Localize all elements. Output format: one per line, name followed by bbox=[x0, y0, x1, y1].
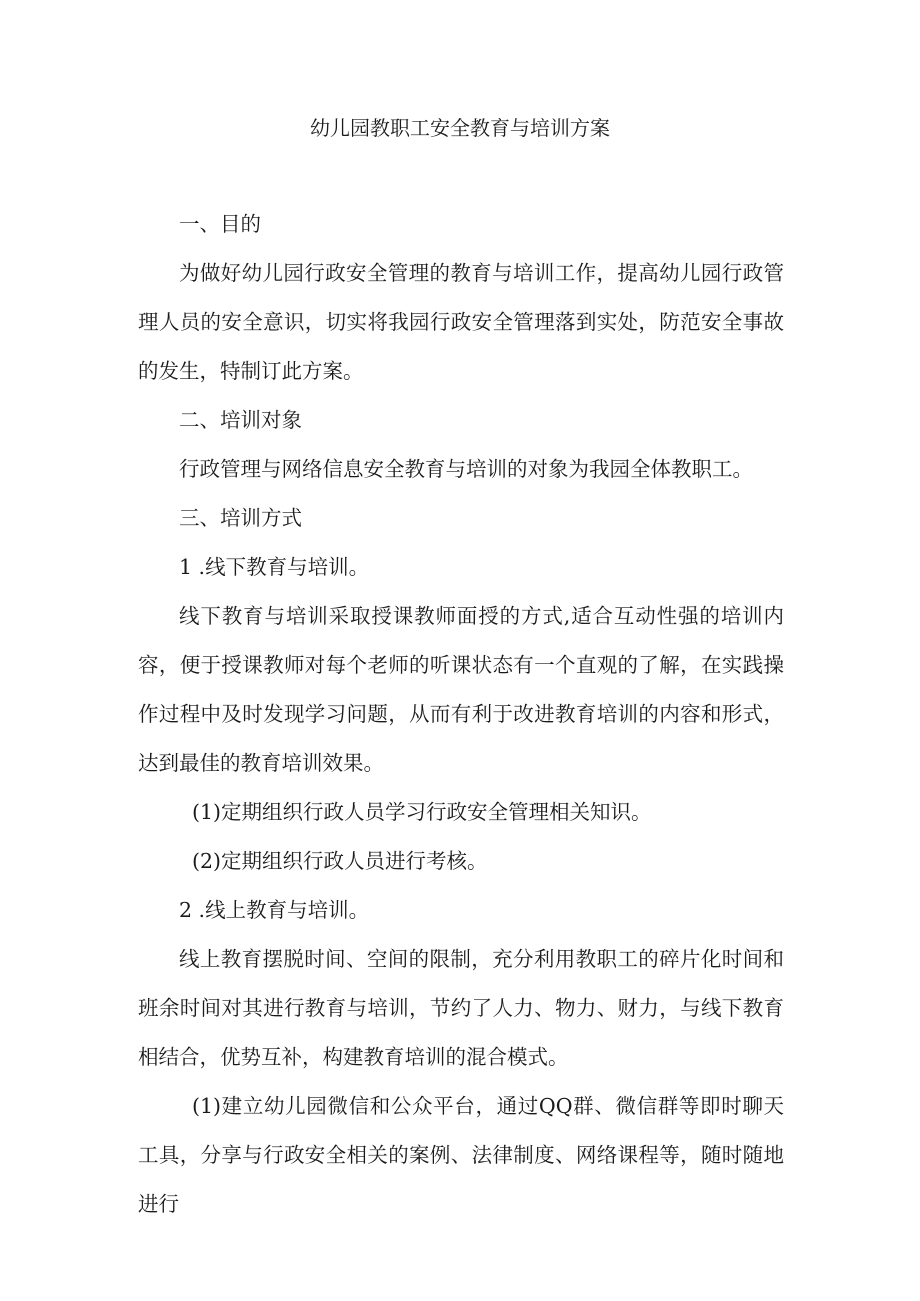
paragraph-audience: 行政管理与网络信息安全教育与培训的对象为我园全体教职工。 bbox=[179, 457, 753, 481]
document-body bbox=[138, 200, 784, 1229]
paragraph-online: 线上教育摆脱时间、空间的限制，充分利用教职工的碎片化时间和班余时间对其进行教育与培训，节约了人力、物力、财力，与线下教育相结合，优势互补，构建教育培训的混合模式。 bbox=[138, 947, 784, 1069]
subheading-offline: 1 .线下教育与培训。 bbox=[179, 555, 370, 579]
list-item-online-1: (1)建立幼儿园微信和公众平台，通过QQ群、微信群等即时聊天工具，分享与行政安全相关的案例、法律制度、网络课程等，随时随地进行 bbox=[138, 1094, 784, 1216]
document-title: 幼儿园教职工安全教育与培训方案 bbox=[310, 116, 610, 140]
section-heading-purpose: 一、目的 bbox=[179, 212, 261, 236]
list-item-offline-1: (1)定期组织行政人员学习行政安全管理相关知识。 bbox=[192, 800, 652, 824]
section-heading-audience: 二、培训对象 bbox=[179, 408, 302, 432]
section-heading-method: 三、培训方式 bbox=[179, 506, 302, 530]
list-item-offline-2: (2)定期组织行政人员进行考核。 bbox=[192, 849, 488, 873]
paragraph-purpose: 为做好幼儿园行政安全管理的教育与培训工作，提高幼儿园行政管理人员的安全意识，切实将我园行政安全管理落到实处，防范安全事故的发生，特制订此方案。 bbox=[138, 261, 784, 383]
paragraph-offline: 线下教育与培训采取授课教师面授的方式,适合互动性强的培训内容，便于授课教师对每个老师的听课状态有一个直观的了解，在实践操作过程中及时发现学习问题，从而有利于改进教育培训的内容和形式，达到最佳的教育培训效果。 bbox=[138, 604, 784, 775]
subheading-online: 2 .线上教育与培训。 bbox=[179, 898, 370, 922]
